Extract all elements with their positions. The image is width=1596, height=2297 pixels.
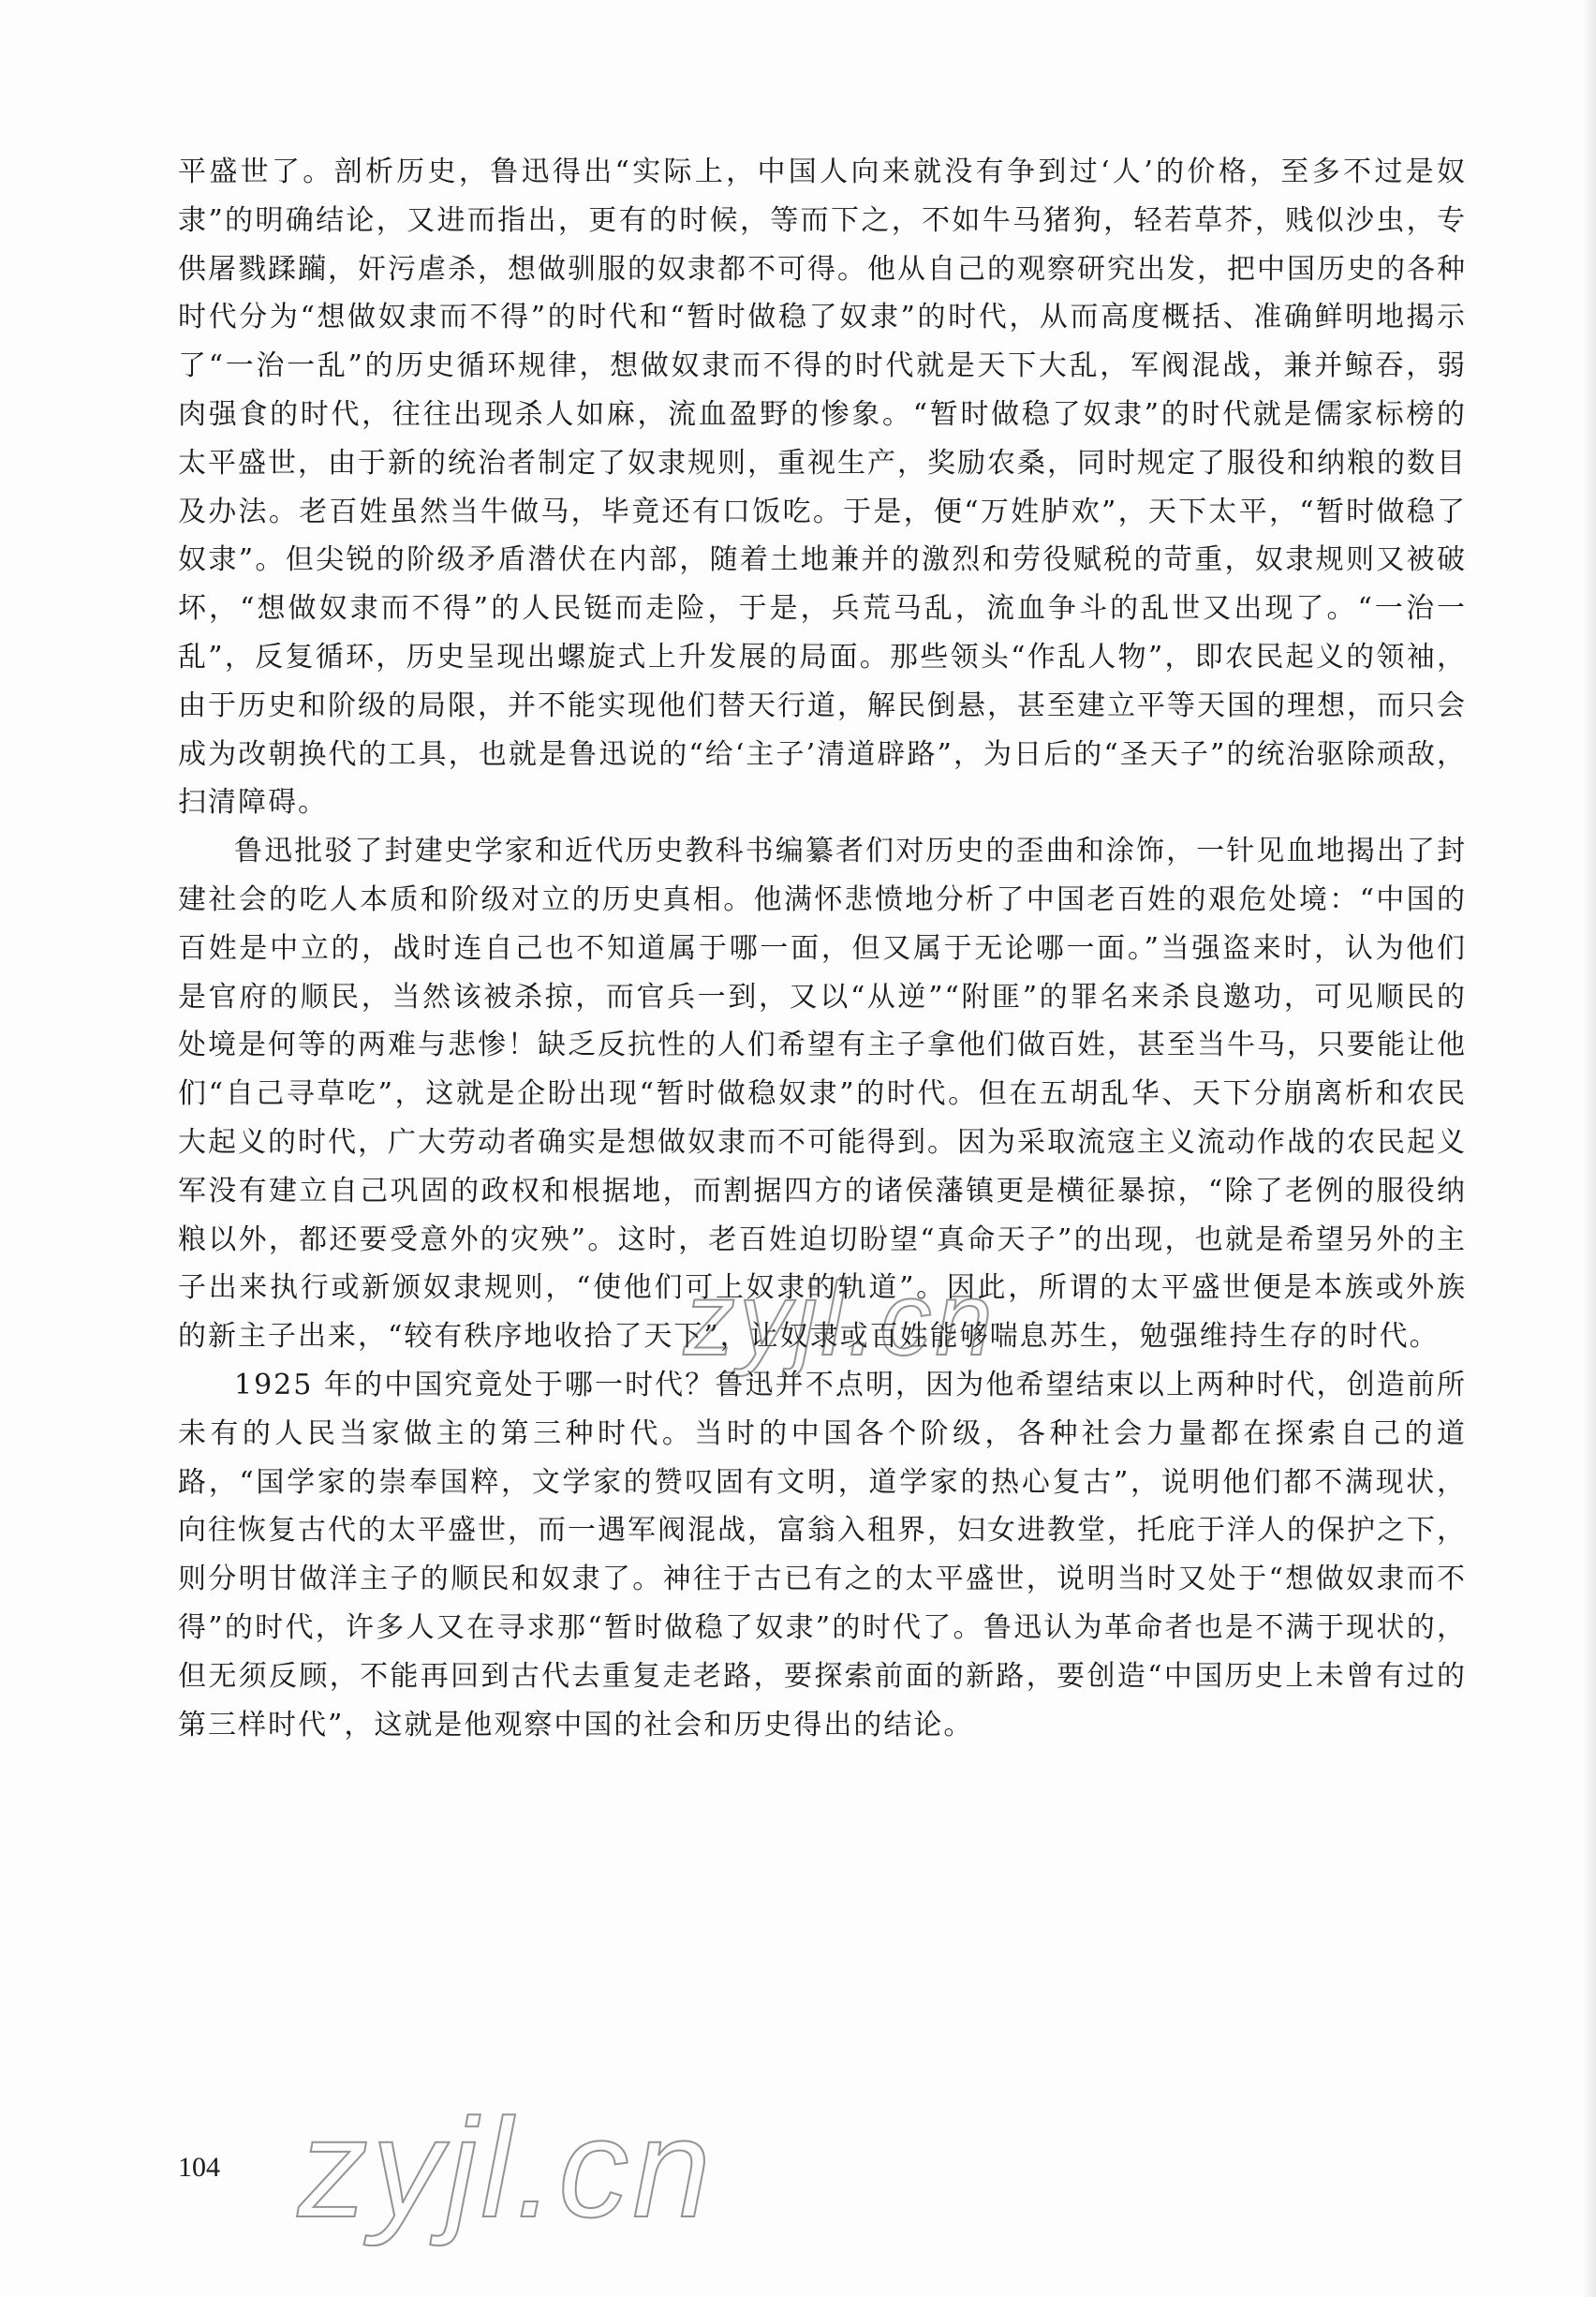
watermark-bottom: zyjl.cn	[298, 2089, 715, 2246]
page-number: 104	[178, 2152, 220, 2183]
paragraph-2: 鲁迅批驳了封建史学家和近代历史教科书编纂者们对历史的歪曲和涂饰，一针见血地揭出了封建社会的吃人本质和阶级对立的历史真相。他满怀悲愤地分析了中国老百姓的艰危处境：“中国的百姓是中立的，战时连自己也不知道属于哪一面，但又属于无论哪一面。”当强盗来时，认为他们是官府的顺民，当然该被杀掠，而官兵一到，又以“从逆”“附匪”的罪名来杀良邀功，可见顺民的处境是何等的两难与悲惨！缺乏反抗性的人们希望有主子拿他们做百姓，甚至当牛马，只要能让他们“自己寻草吃”，这就是企盼出现“暂时做稳奴隶”的时代。但在五胡乱华、天下分崩离析和农民大起义的时代，广大劳动者确实是想做奴隶而不可能得到。因为采取流寇主义流动作战的农民起义军没有建立自己巩固的政权和根据地，而割据四方的诸侯藩镇更是横征暴掠，“除了老例的服役纳粮以外，都还要受意外的灾殃”。这时，老百姓迫切盼望“真命天子”的出现，也就是希望另外的主子出来执行或新颁奴隶规则，“使他们可上奴隶的轨道”。因此，所谓的太平盛世便是本族或外族的新主子出来，“较有秩序地收拾了天下”，让奴隶或百姓能够喘息苏生，勉强维持生存的时代。	[178, 835, 1467, 1354]
paragraph-1: 平盛世了。剖析历史，鲁迅得出“实际上，中国人向来就没有争到过‘人’的价格，至多不过是奴隶”的明确结论，又进而指出，更有的时候，等而下之，不如牛马猪狗，轻若草芥，贱似沙虫，专供屠戮蹂躏，奸污虐杀，想做驯服的奴隶都不可得。他从自己的观察研究出发，把中国历史的各种时代分为“想做奴隶而不得”的时代和“暂时做稳了奴隶”的时代，从而高度概括、准确鲜明地揭示了“一治一乱”的历史循环规律，想做奴隶而不得的时代就是天下大乱，军阀混战，兼并鲸吞，弱肉强食的时代，往往出现杀人如麻，流血盈野的惨象。“暂时做稳了奴隶”的时代就是儒家标榜的太平盛世，由于新的统治者制定了奴隶规则，重视生产，奖励农桑，同时规定了服役和纳粮的数目及办法。老百姓虽然当牛做马，毕竟还有口饭吃。于是，便“万姓胪欢”，天下太平，“暂时做稳了奴隶”。但尖锐的阶级矛盾潜伏在内部，随着土地兼并的激烈和劳役赋税的苛重，奴隶规则又被破坏，“想做奴隶而不得”的人民铤而走险，于是，兵荒马乱，流血争斗的乱世又出现了。“一治一乱”，反复循环，历史呈现出螺旋式上升发展的局面。那些领头“作乱人物”，即农民起义的领袖，由于历史和阶级的局限，并不能实现他们替天行道，解民倒悬，甚至建立平等天国的理想，而只会成为改朝换代的工具，也就是鲁迅说的“给‘主子’清道辟路”，为日后的“圣天子”的统治驱除顽敌，扫清障碍。	[178, 156, 1467, 820]
body-text	[178, 148, 1467, 1749]
watermark-middle: zyjl.cn	[684, 1262, 997, 1377]
paragraph-3: 1925 年的中国究竟处于哪一时代？鲁迅并不点明，因为他希望结束以上两种时代，创造前所未有的人民当家做主的第三种时代。当时的中国各个阶级，各种社会力量都在探索自己的道路，“国学家的崇奉国粹，文学家的赞叹固有文明，道学家的热心复古”，说明他们都不满现状，向往恢复古代的太平盛世，而一遇军阀混战，富翁入租界，妇女进教堂，托庇于洋人的保护之下，则分明甘做洋主子的顺民和奴隶了。神往于古已有之的太平盛世，说明当时又处于“想做奴隶而不得”的时代，许多人又在寻求那“暂时做稳了奴隶”的时代了。鲁迅认为革命者也是不满于现状的，但无须反顾，不能再回到古代去重复走老路，要探索前面的新路，要创造“中国历史上未曾有过的第三样时代”，这就是他观察中国的社会和历史得出的结论。	[178, 1368, 1467, 1741]
page-edge-shadow	[1583, 0, 1596, 2297]
